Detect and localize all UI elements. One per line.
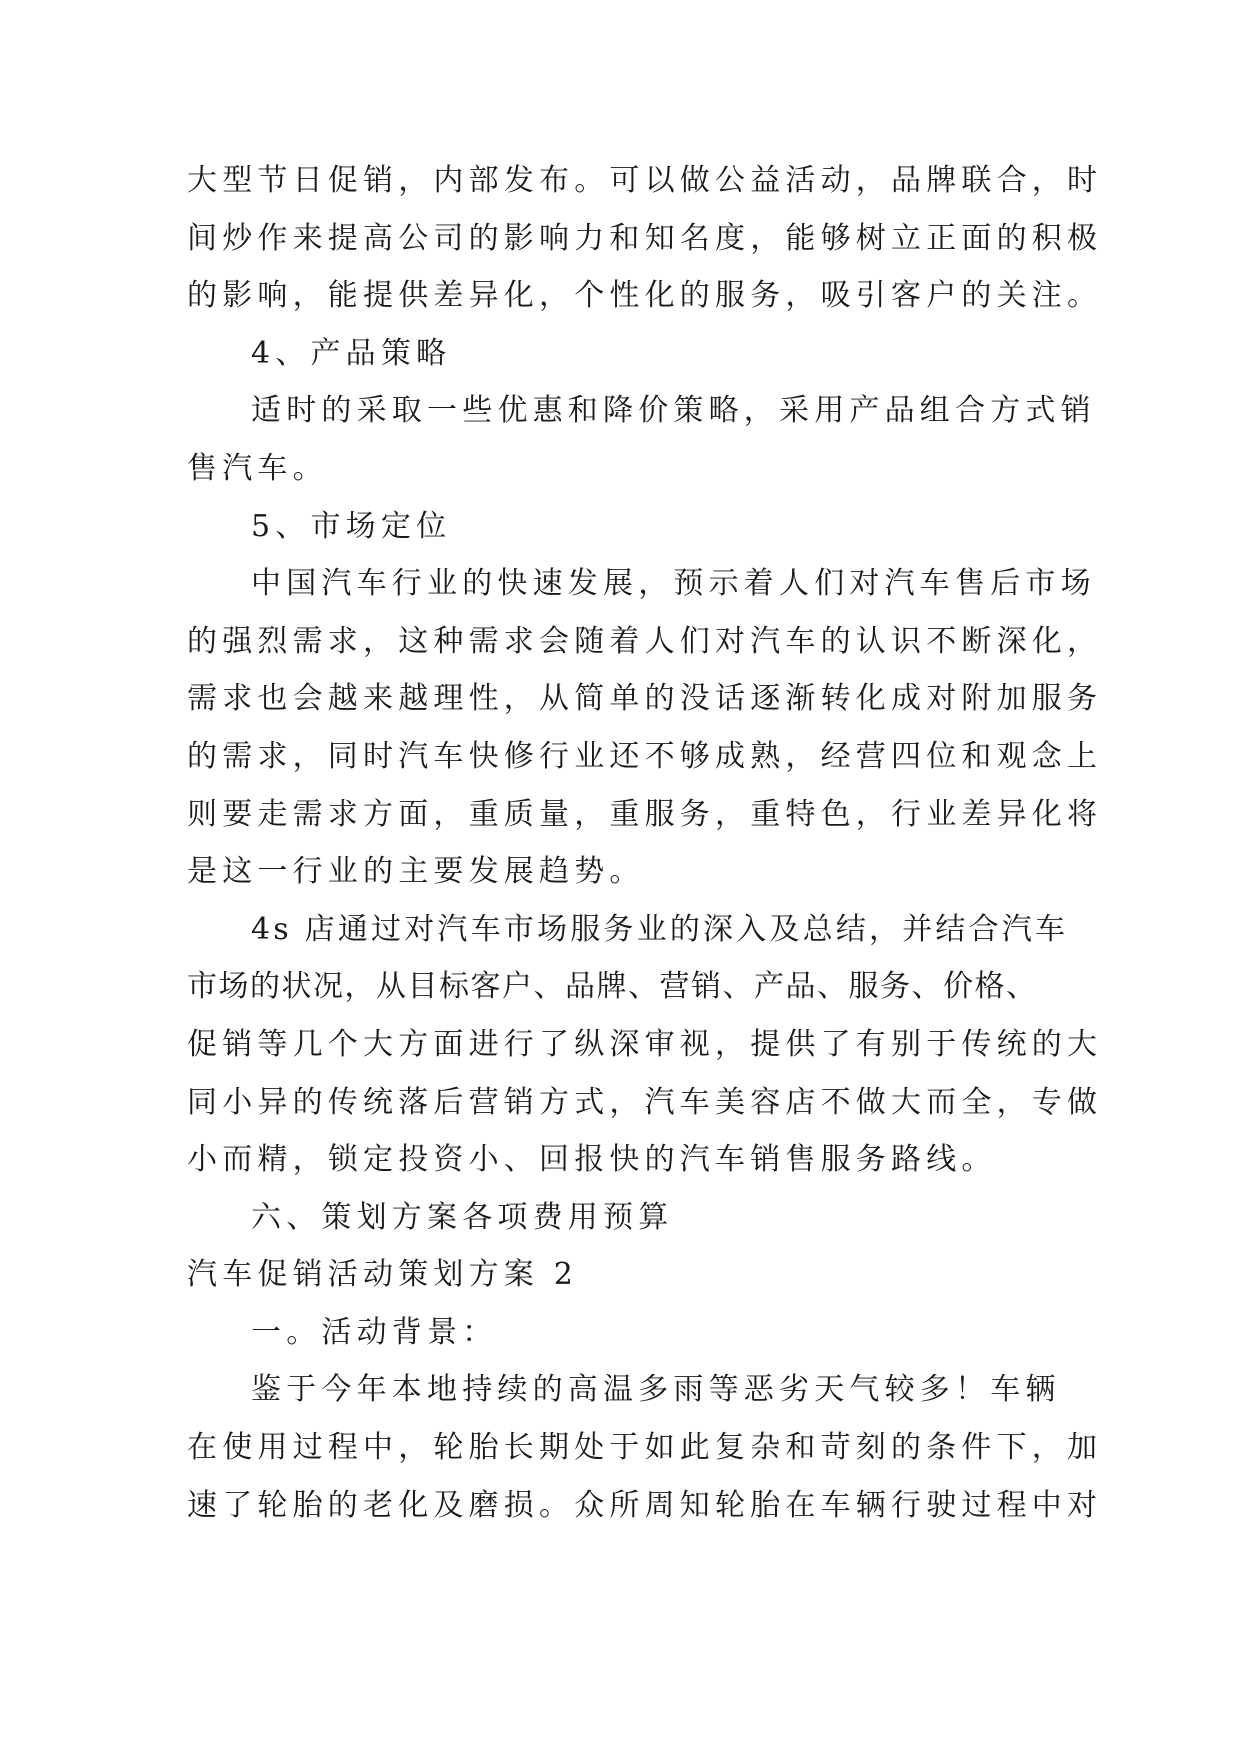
body-text-line: 的强烈需求，这种需求会随着人们对汽车的认识不断深化， xyxy=(187,623,1103,659)
document-title-plan-2: 汽车促销活动策划方案 2 xyxy=(187,1257,579,1293)
body-text-line: 的影响，能提供差异化，个性化的服务，吸引客户的关注。 xyxy=(187,278,1103,314)
section-heading-market-positioning: 5、市场定位 xyxy=(251,508,452,544)
body-text-line: 同小异的传统落后营销方式，汽车美容店不做大而全，专做 xyxy=(187,1084,1103,1120)
body-text-line: 适时的采取一些优惠和降价策略，采用产品组合方式销 xyxy=(251,393,1096,429)
body-text-line: 大型节日促销，内部发布。可以做公益活动，品牌联合，时 xyxy=(187,163,1103,198)
body-text-line: 小而精，锁定投资小、回报快的汽车销售服务路线。 xyxy=(187,1142,997,1178)
section-heading-budget: 六、策划方案各项费用预算 xyxy=(251,1199,674,1235)
body-text-line: 4s 店通过对汽车市场服务业的深入及总结，并结合汽车 xyxy=(251,911,1069,947)
section-heading-product-strategy: 4、产品策略 xyxy=(251,335,452,371)
body-text-line: 促销等几个大方面进行了纵深审视，提供了有别于传统的大 xyxy=(187,1026,1103,1062)
body-text-line: 需求也会越来越理性，从简单的没话逐渐转化成对附加服务 xyxy=(187,681,1103,717)
body-text-line: 是这一行业的主要发展趋势。 xyxy=(187,854,645,890)
body-text-line: 售汽车。 xyxy=(187,450,328,486)
body-text-line: 市场的状况，从目标客户、品牌、营销、产品、服务、价格、 xyxy=(187,969,1038,1005)
body-text-line: 的需求，同时汽车快修行业还不够成熟，经营四位和观念上 xyxy=(187,738,1103,774)
document-body xyxy=(187,152,1103,1534)
body-text-line: 速了轮胎的老化及磨损。众所周知轮胎在车辆行驶过程中对 xyxy=(187,1487,1103,1523)
section-heading-background: 一。活动背景： xyxy=(251,1314,498,1350)
body-text-line: 间炒作来提高公司的影响力和知名度，能够树立正面的积极 xyxy=(187,220,1103,256)
body-text-line: 则要走需求方面，重质量，重服务，重特色，行业差异化将 xyxy=(187,796,1103,832)
body-text-line: 中国汽车行业的快速发展，预示着人们对汽车售后市场 xyxy=(251,566,1096,602)
body-text-line: 鉴于今年本地持续的高温多雨等恶劣天气较多！车辆 xyxy=(251,1372,1061,1408)
body-text-line: 在使用过程中，轮胎长期处于如此复杂和苛刻的条件下，加 xyxy=(187,1430,1103,1466)
